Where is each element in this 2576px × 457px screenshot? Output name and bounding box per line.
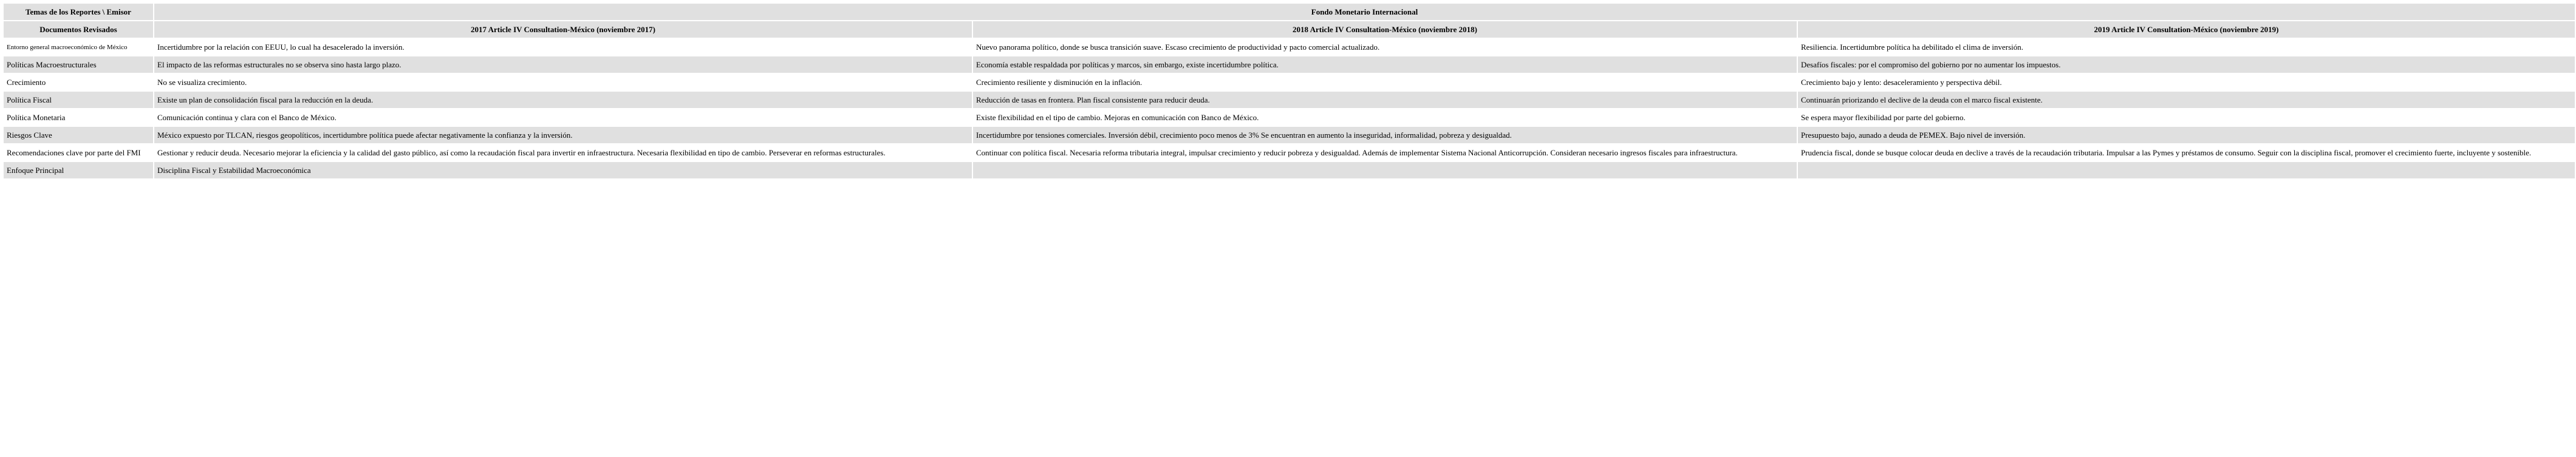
table-row: [4, 92, 2575, 108]
row-label-politica-fiscal: Política Fiscal: [4, 92, 153, 108]
table-cell: Gestionar y reducir deuda. Necesario mejorar la eficiencia y la calidad del gasto público, así como la recaudación fiscal para invertir en infraestructura. Necesaria flexibilidad en tipo de cambio. Perseverar en reformas estructurales.: [157, 147, 886, 157]
header-row-issuer: [4, 4, 2575, 20]
table-cell: Presupuesto bajo, aunado a deuda de PEMEX. Bajo nivel de inversión.: [1798, 127, 2575, 143]
table-cell: El impacto de las reformas estructurales no se observa sino hasta largo plazo.: [154, 56, 972, 73]
header-row-documents: [4, 21, 2575, 38]
table-cell: Prudencia fiscal, donde se busque colocar deuda en declive a través de la recaudación tributaria. Impulsar a las Pymes y préstamos de consumo. Seguir con la disciplina fiscal, promover el crecimiento fuerte, incluyente y sostenible.: [1801, 147, 2532, 157]
row-label-enfoque: Enfoque Principal: [4, 162, 153, 178]
table-row: [4, 127, 2575, 143]
table-cell: Resiliencia. Incertidumbre política ha debilitado el clima de inversión.: [1801, 42, 2024, 52]
row-label-recomendaciones: Recomendaciones clave por parte del FMI: [7, 147, 141, 157]
row-label-politica-monetaria: Política Monetaria: [7, 112, 66, 122]
table-cell: Existe un plan de consolidación fiscal para la reducción en la deuda.: [154, 92, 972, 108]
row-label-riesgos: Riesgos Clave: [4, 127, 153, 143]
row-label-crecimiento: Crecimiento: [7, 77, 46, 87]
table-cell: No se visualiza crecimiento.: [157, 77, 247, 87]
table-cell: Nuevo panorama político, donde se busca transición suave. Escaso crecimiento de productividad y pacto comercial actualizado.: [976, 42, 1380, 52]
table-cell: Comunicación continua y clara con el Banco de México.: [157, 112, 337, 122]
table-cell: Crecimiento resiliente y disminución en la inflación.: [976, 77, 1143, 87]
table-row: [4, 56, 2575, 73]
table-cell: Se espera mayor flexibilidad por parte del gobierno.: [1801, 112, 1966, 122]
table-cell: México expuesto por TLCAN, riesgos geopolíticos, incertidumbre política puede afectar negativamente la confianza y la inversión.: [154, 127, 972, 143]
table-cell: Desafíos fiscales: por el compromiso del gobierno por no aumentar los impuestos.: [1798, 56, 2575, 73]
table-row: [4, 74, 2575, 90]
corner-header: Temas de los Reportes \ Emisor: [4, 4, 153, 20]
imf-reports-table: [2, 2, 2576, 180]
table-cell: [973, 162, 1797, 178]
table-row: [4, 39, 2575, 55]
column-header-2017: 2017 Article IV Consultation-México (noviembre 2017): [154, 21, 972, 38]
table-cell: Incertidumbre por la relación con EEUU, lo cual ha desacelerado la inversión.: [157, 42, 405, 52]
column-header-2018: 2018 Article IV Consultation-México (noviembre 2018): [973, 21, 1797, 38]
table-cell: Reducción de tasas en frontera. Plan fiscal consistente para reducir deuda.: [973, 92, 1797, 108]
table-cell: Disciplina Fiscal y Estabilidad Macroeconómica: [154, 162, 972, 178]
column-header-2019: 2019 Article IV Consultation-México (noviembre 2019): [1798, 21, 2575, 38]
documents-header: Documentos Revisados: [4, 21, 153, 38]
table-cell: Continuar con política fiscal. Necesaria reforma tributaria integral, impulsar crecimiento y reducir pobreza y desigualdad. Además de implementar Sistema Nacional Anticorrupción. Consideran necesario ingresos fiscales para infraestructura.: [976, 147, 1738, 157]
issuer-header: Fondo Monetario Internacional: [154, 4, 2575, 20]
table-cell: Economía estable respaldada por políticas y marcos, sin embargo, existe incertidumbre política.: [973, 56, 1797, 73]
table-cell: Incertidumbre por tensiones comerciales. Inversión débil, crecimiento poco menos de 3% Se encuentran en aumento la inseguridad, informalidad, pobreza y desigualdad.: [973, 127, 1797, 143]
table-row: [4, 144, 2575, 161]
row-label-entorno: Entorno general macroeconómico de México: [7, 43, 128, 51]
row-label-politicas-macro: Políticas Macroestructurales: [4, 56, 153, 73]
table-row: [4, 162, 2575, 178]
table-row: [4, 109, 2575, 126]
table-cell: Continuarán priorizando el declive de la deuda con el marco fiscal existente.: [1798, 92, 2575, 108]
table-cell: Crecimiento bajo y lento: desaceleramiento y perspectiva débil.: [1801, 77, 2002, 87]
table-cell: Existe flexibilidad en el tipo de cambio. Mejoras en comunicación con Banco de México.: [976, 112, 1259, 122]
table-cell: [1798, 162, 2575, 178]
